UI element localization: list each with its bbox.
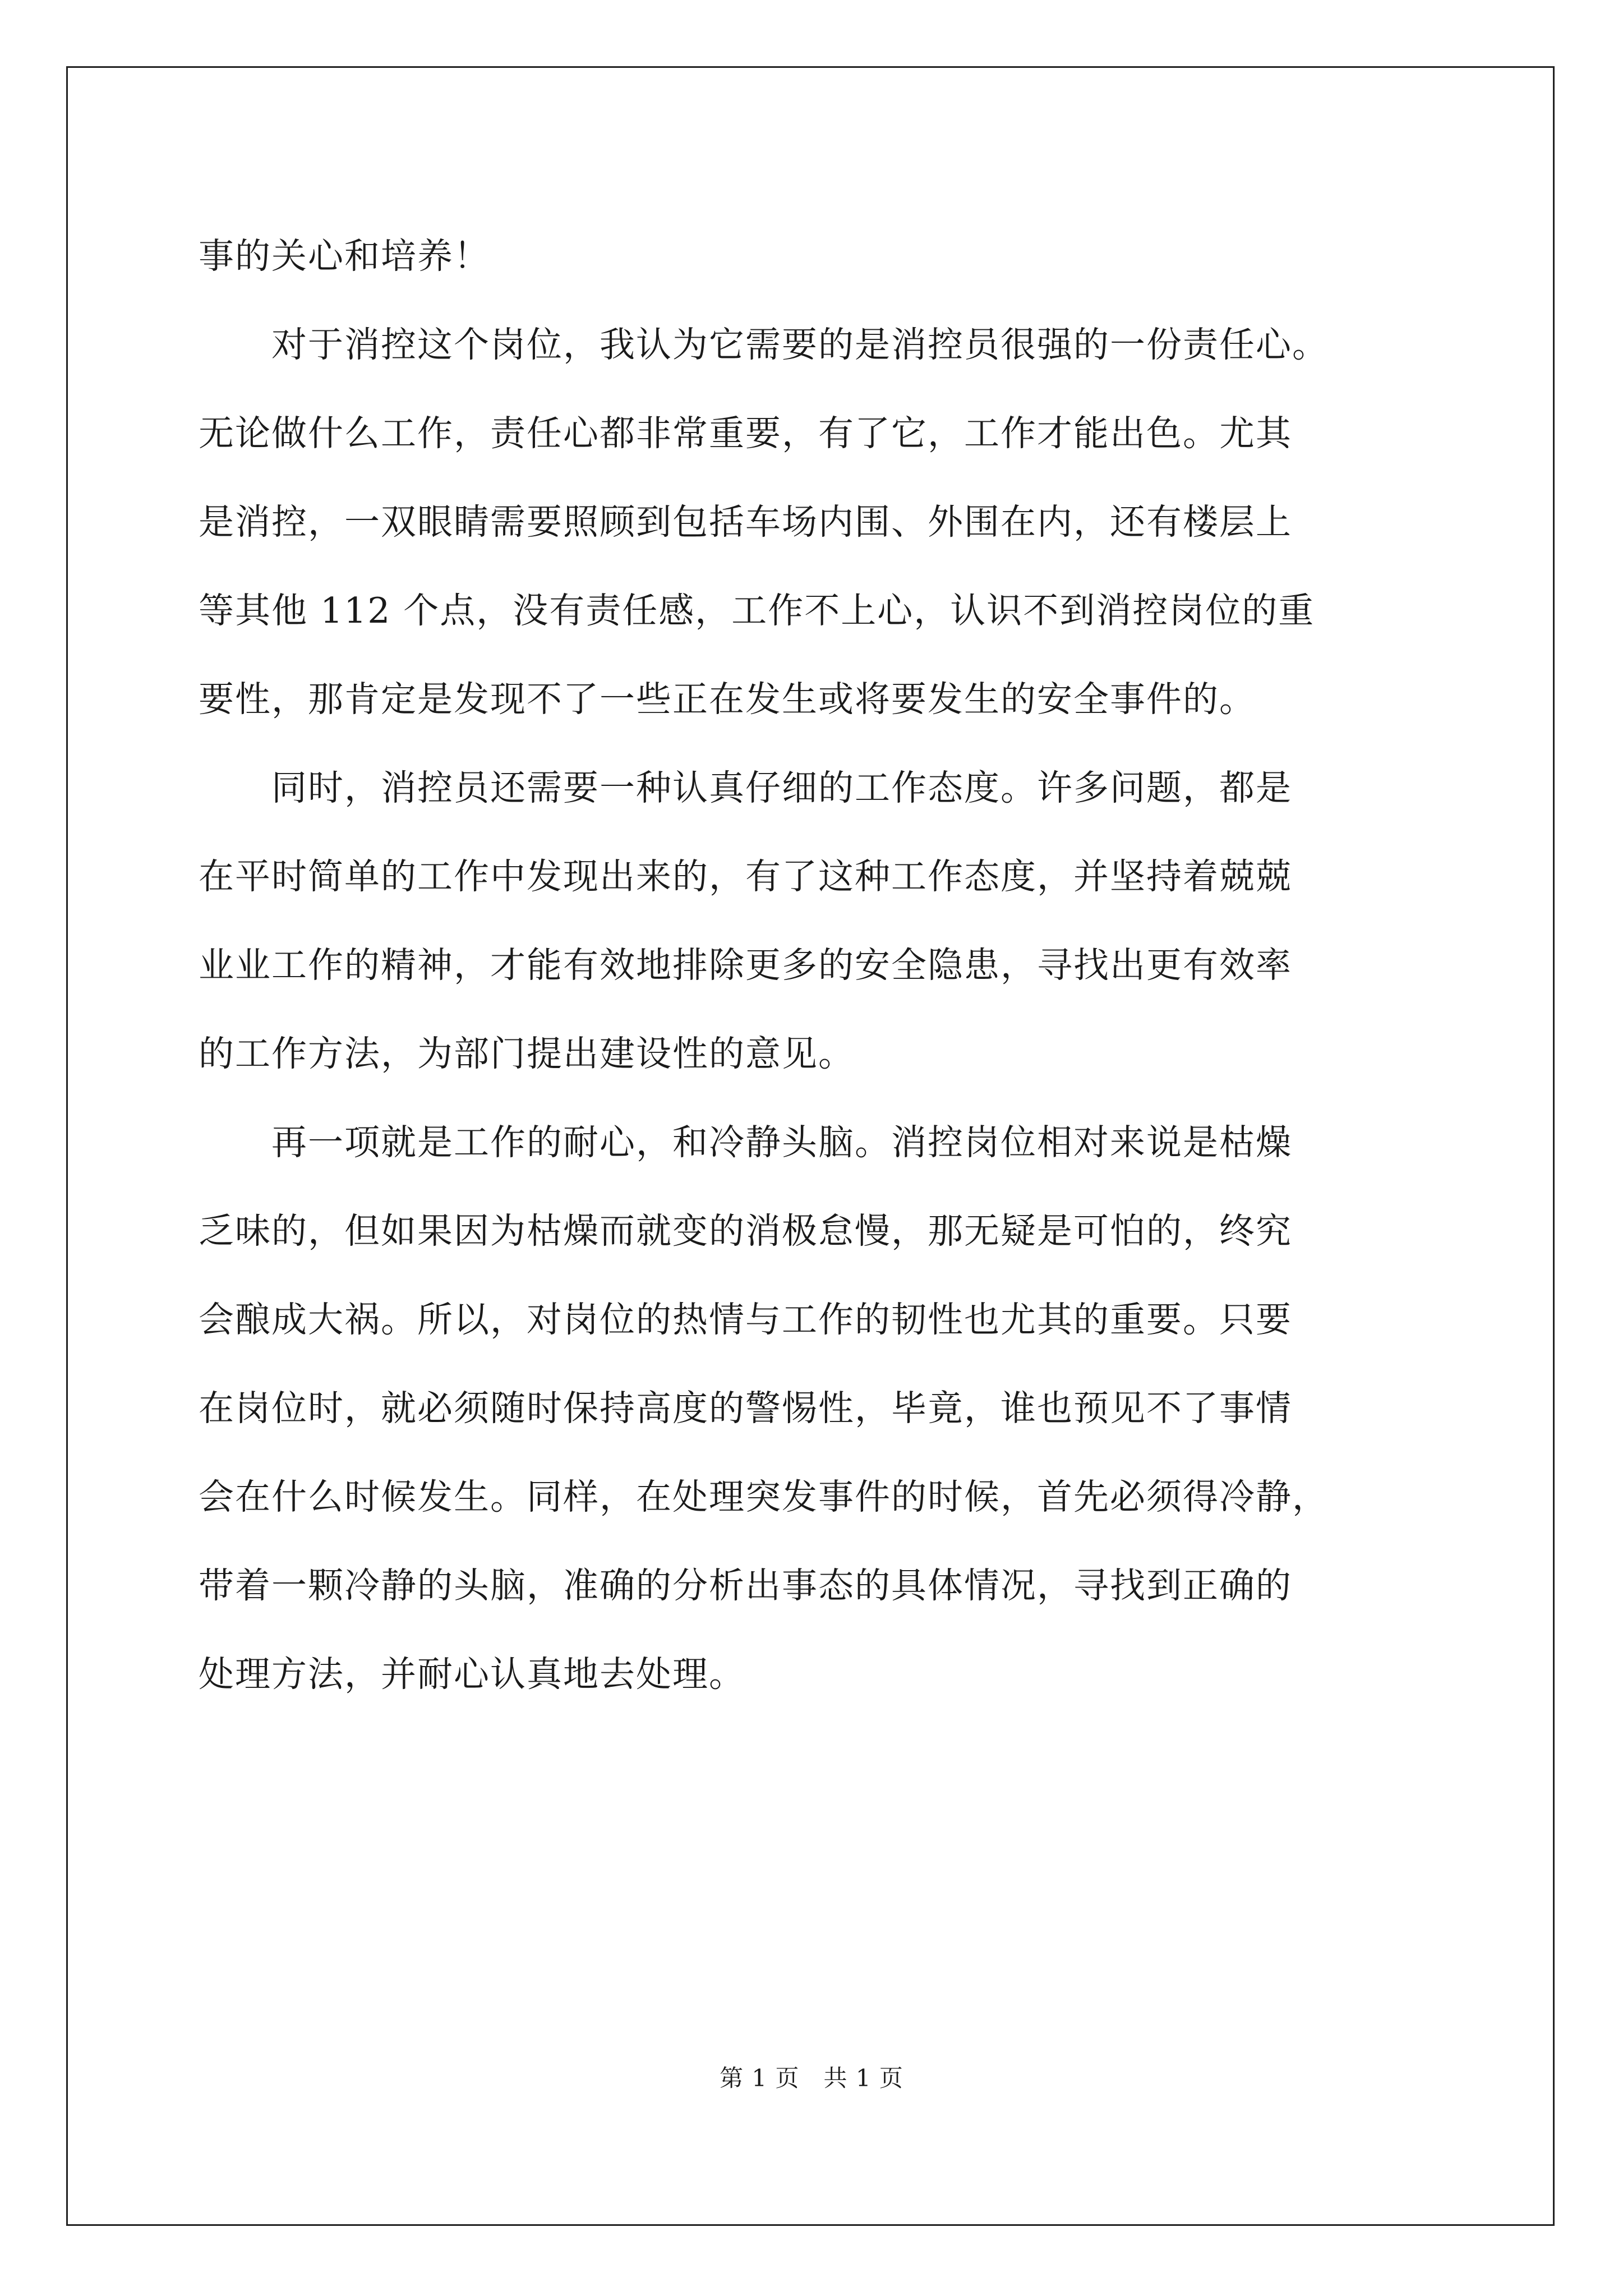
text-line: 乏味的，但如果因为枯燥而就变的消极怠慢，那无疑是可怕的，终究 [199, 1211, 1292, 1251]
text-line: 业业工作的精神，才能有效地排除更多的安全隐患，寻找出更有效率 [199, 945, 1292, 986]
text-line: 在平时简单的工作中发现出来的，有了这种工作态度，并坚持着兢兢 [199, 856, 1292, 897]
page-footer: 第 1 页 共 1 页 [720, 2064, 903, 2092]
text-line: 对于消控这个岗位，我认为它需要的是消控员很强的一份责任心。 [199, 324, 1329, 365]
text-line: 无论做什么工作，责任心都非常重要，有了它，工作才能出色。尤其 [199, 413, 1292, 454]
text-line: 是消控，一双眼睛需要照顾到包括车场内围、外围在内，还有楼层上 [199, 501, 1292, 542]
text-line: 会酿成大祸。所以，对岗位的热情与工作的韧性也尤其的重要。只要 [199, 1299, 1292, 1340]
text-line: 处理方法，并耐心认真地去处理。 [199, 1654, 745, 1695]
text-line: 等其他 112 个点，没有责任感，工作不上心，认识不到消控岗位的重 [199, 590, 1315, 631]
text-line: 事的关心和培养！ [199, 236, 490, 277]
text-line: 带着一颗冷静的头脑，准确的分析出事态的具体情况，寻找到正确的 [199, 1565, 1292, 1606]
text-line: 的工作方法，为部门提出建设性的意见。 [199, 1033, 855, 1074]
text-line: 再一项就是工作的耐心，和冷静头脑。消控岗位相对来说是枯燥 [199, 1122, 1292, 1163]
text-line: 会在什么时候发生。同样，在处理突发事件的时候，首先必须得冷静， [199, 1476, 1329, 1517]
text-line: 在岗位时，就必须随时保持高度的警惕性，毕竟，谁也预见不了事情 [199, 1388, 1292, 1429]
text-line: 要性，那肯定是发现不了一些正在发生或将要发生的安全事件的。 [199, 679, 1256, 720]
document-body [199, 212, 1432, 1719]
text-line: 同时，消控员还需要一种认真仔细的工作态度。许多问题，都是 [199, 767, 1292, 808]
